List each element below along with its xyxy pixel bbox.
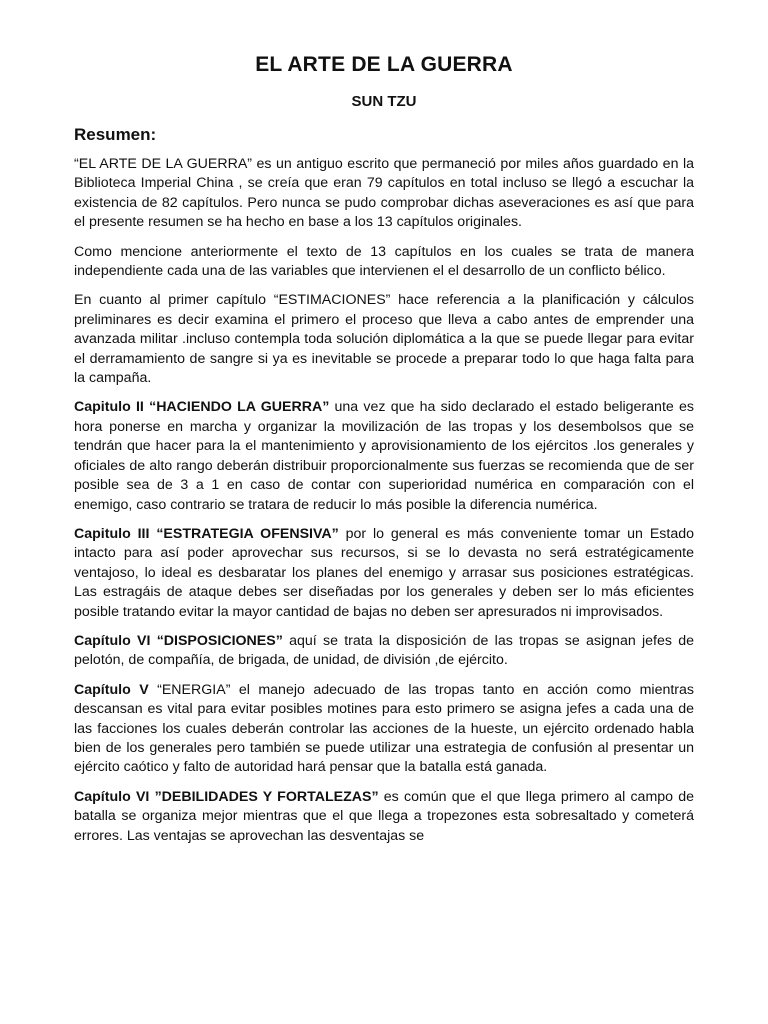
paragraph-chapter-dispositions: [74, 632, 694, 671]
chapter-title: “HACIENDO LA GUERRA”: [149, 399, 330, 416]
chapter-label: Capitulo II: [74, 399, 150, 416]
paragraph-chapter-1: [74, 291, 694, 388]
chapter-label: Capítulo V: [74, 681, 158, 698]
paragraph-intro: [74, 155, 694, 233]
paragraph-text: por lo general es más conveniente tomar un Estado intacto para así poder aprovechar sus recursos, si se lo devasta no será estratégicamente ventajoso, lo ideal es desbaratar los planes del enemigo y arrasar sus posiciones estratégicas. Las estragáis de ataque debes ser diseñadas por los generales y deben ser lo más eficientes posible tratando evitar la mayor cantidad de bajas no deben ser apresurados ni improvisados.: [74, 525, 694, 620]
section-heading: Resumen:: [74, 125, 157, 144]
document-title: EL ARTE DE LA GUERRA: [255, 53, 513, 76]
paragraph-chapter-5: [74, 681, 694, 778]
paragraph-text: una vez que ha sido declarado el estado beligerante es hora ponerse en marcha y organizar la movilización de las tropas y los desembolsos que se tendrán que hacer para la el mantenimiento y aprovisionamiento de los ejércitos .los generales y oficiales de alto rango deberán distribuir proporcionalmente sus fuerzas se recomienda que de ser posible sea de 3 a 1 en caso de contar con superioridad numérica en comparación con el enemigo, caso contrario se tratara de reducir lo más posible la diferencia numérica.: [74, 399, 694, 513]
document-author: SUN TZU: [351, 93, 417, 110]
chapter-title: “ESTRATEGIA OFENSIVA”: [156, 525, 339, 542]
paragraph-text: “EL ARTE DE LA GUERRA” es un antiguo escrito que permaneció por miles años guardado en la Biblioteca Imperial China , se creía que eran 79 capítulos en total incluso se llegó a escuchar la existencia de 82 capítulos. Pero nunca se pudo comprobar dichas aseveraciones es así que para el presente resumen se ha hecho en base a los 13 capítulos originales.: [74, 156, 694, 231]
chapter-title: “DISPOSICIONES”: [156, 632, 283, 649]
chapter-label: Capítulo VI: [74, 632, 157, 649]
chapter-label: Capítulo VI: [74, 788, 155, 805]
paragraph-text: aquí se trata la disposición de las tropas se asignan jefes de pelotón, de compañía, de brigada, de unidad, de división ,de ejército.: [74, 632, 694, 669]
paragraph-chapter-3: [74, 525, 694, 622]
chapter-title: ”DEBILIDADES Y FORTALEZAS”: [154, 788, 379, 805]
chapter-label: Capitulo III: [74, 525, 157, 542]
paragraph-text: es común que el que llega primero al campo de batalla se organiza mejor mientras que el que llega a tropezones esta sobresaltado y cometerá errores. Las ventajas se aprovechan las desventajas se: [74, 788, 695, 844]
document-page: [74, 52, 694, 846]
paragraph-chapter-2: [74, 398, 694, 514]
paragraph-chapters-overview: [74, 243, 694, 282]
paragraph-chapter-weaknesses: [74, 788, 694, 846]
paragraph-text: Como mencione anteriormente el texto de 13 capítulos en los cuales se trata de manera independiente cada una de las variables que intervienen el el desarrollo de un conflicto bélico.: [74, 243, 694, 280]
paragraph-text: En cuanto al primer capítulo “ESTIMACIONES” hace referencia a la planificación y cálculos preliminares es decir examina el primero el proceso que lleva a cabo antes de emprender una avanzada militar .incluso contempla toda solución diplomática a la que se puede llegar para evitar el derramamiento de sangre si ya es inevitable se procede a preparar todo lo que haga falta para la campaña.: [74, 292, 694, 387]
paragraph-text: “ENERGIA” el manejo adecuado de las tropas tanto en acción como mientras descansan es vital para evitar posibles motines para esto primero se asigna jefes a cada una de las facciones los cuales deberán controlar las acciones de la hueste, un ejército ordenado habla bien de los generales pero también se puede utilizar una estrategia de confusión al presentar un ejército caótico y falto de autoridad hará pensar que la batalla está ganada.: [74, 681, 695, 776]
